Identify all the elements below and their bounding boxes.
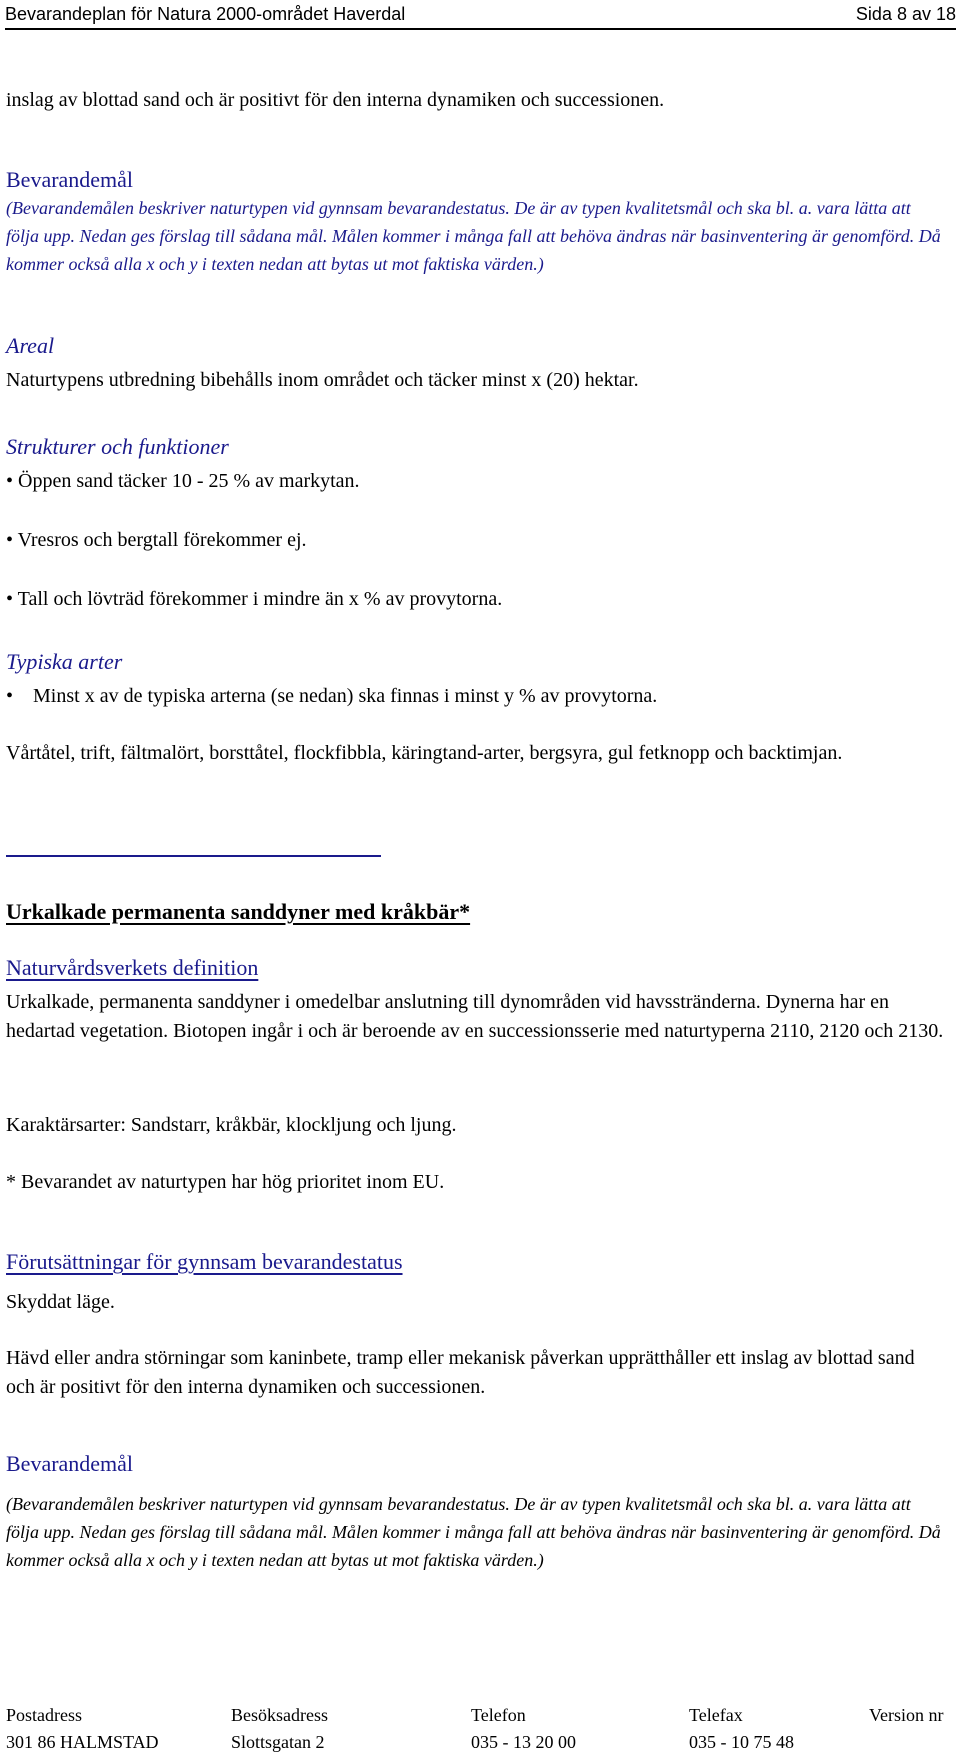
strukturer-heading: Strukturer och funktioner	[6, 434, 229, 459]
footer-label-besoksadress: Besöksadress	[231, 1705, 328, 1725]
footer-value-telefax: 035 - 10 75 48	[689, 1732, 794, 1752]
skyddat-lage: Skyddat läge.	[6, 1291, 115, 1313]
footer-value-besoksadress: Slottsgatan 2	[231, 1732, 325, 1752]
typiska-arter-item	[6, 682, 657, 711]
species-list: Vårtåtel, trift, fältmalört, borsttåtel, flockfibbla, käringtand-arter, bergsyra, gul fetknopp och backtimjan.	[6, 742, 843, 764]
typiska-arter-item-text: Minst x av de typiska arterna (se nedan) ska finnas i minst y % av provytorna.	[33, 685, 658, 707]
section-title: Urkalkade permanenta sanddyner med kråkbär*	[6, 899, 471, 924]
bevarandemal-heading-1: Bevarandemål	[6, 167, 134, 192]
footer-label-telefon: Telefon	[471, 1705, 526, 1725]
areal-text: Naturtypens utbredning bibehålls inom området och täcker minst x (20) hektar.	[6, 369, 639, 391]
karaktarsarter: Karaktärsarter: Sandstarr, kråkbär, klockljung och ljung.	[6, 1114, 457, 1136]
havd-paragraph: Hävd eller andra störningar som kaninbete, tramp eller mekanisk påverkan upprätthåller ett inslag av blottad sand och är positivt för den interna dynamiken och successionen.	[6, 1347, 915, 1398]
footer-value-postadress: 301 86 HALMSTAD	[6, 1732, 159, 1752]
bevarandemal-intro-1: (Bevarandemålen beskriver naturtypen vid gynnsam bevarandestatus. De är av typen kvalitetsmål och ska bl. a. vara lätta att följa upp. Nedan ges förslag till sådana mål. Målen kommer i många fall att behöva ändras när basinventering är genomförd. Då kommer också alla x och y i texten nedan att bytas ut mot faktiska värden.)	[6, 198, 941, 274]
bullet: •	[6, 685, 14, 707]
definition-heading: Naturvårdsverkets definition	[6, 955, 259, 980]
paragraph-top: inslag av blottad sand och är positivt för den interna dynamiken och successionen.	[6, 89, 665, 111]
footer-label-postadress: Postadress	[6, 1705, 82, 1725]
footer-label-telefax: Telefax	[689, 1705, 743, 1725]
footer-value-telefon: 035 - 13 20 00	[471, 1732, 576, 1752]
strukturer-item-2: • Vresros och bergtall förekommer ej.	[6, 529, 307, 551]
bevarandemal-heading-2: Bevarandemål	[6, 1451, 134, 1476]
definition-text: Urkalkade, permanenta sanddyner i omedelbar anslutning till dynområden vid havsstränderna. Dynerna har en hedartad vegetation. Biotopen ingår i och är beroende av en successionsserie med naturtyperna 2110, 2120 och 2130.	[6, 991, 944, 1042]
strukturer-item-3: • Tall och lövträd förekommer i mindre än x % av provytorna.	[6, 588, 503, 610]
typiska-arter-heading: Typiska arter	[6, 649, 123, 674]
footer-labels	[6, 1705, 956, 1726]
section-divider	[6, 855, 381, 857]
document-title: Bevarandeplan för Natura 2000-området Haverdal	[5, 3, 406, 24]
footer-label-version: Version nr	[869, 1705, 944, 1725]
page-number: Sida 8 av 18	[855, 3, 956, 24]
bevarandemal-intro-2: (Bevarandemålen beskriver naturtypen vid gynnsam bevarandestatus. De är av typen kvalitetsmål och ska bl. a. vara lätta att följa upp. Nedan ges förslag till sådana mål. Målen kommer i många fall att behöva ändras när basinventering är genomförd. Då kommer också alla x och y i texten nedan att bytas ut mot faktiska värden.)	[6, 1494, 941, 1570]
prioritet-note: * Bevarandet av naturtypen har hög prioritet inom EU.	[6, 1171, 445, 1193]
page-header	[5, 0, 956, 30]
forutsattningar-heading: Förutsättningar för gynnsam bevarandestatus	[6, 1249, 403, 1274]
areal-heading: Areal	[6, 333, 55, 358]
strukturer-item-1: • Öppen sand täcker 10 - 25 % av markytan.	[6, 470, 360, 492]
footer-values	[6, 1732, 956, 1753]
